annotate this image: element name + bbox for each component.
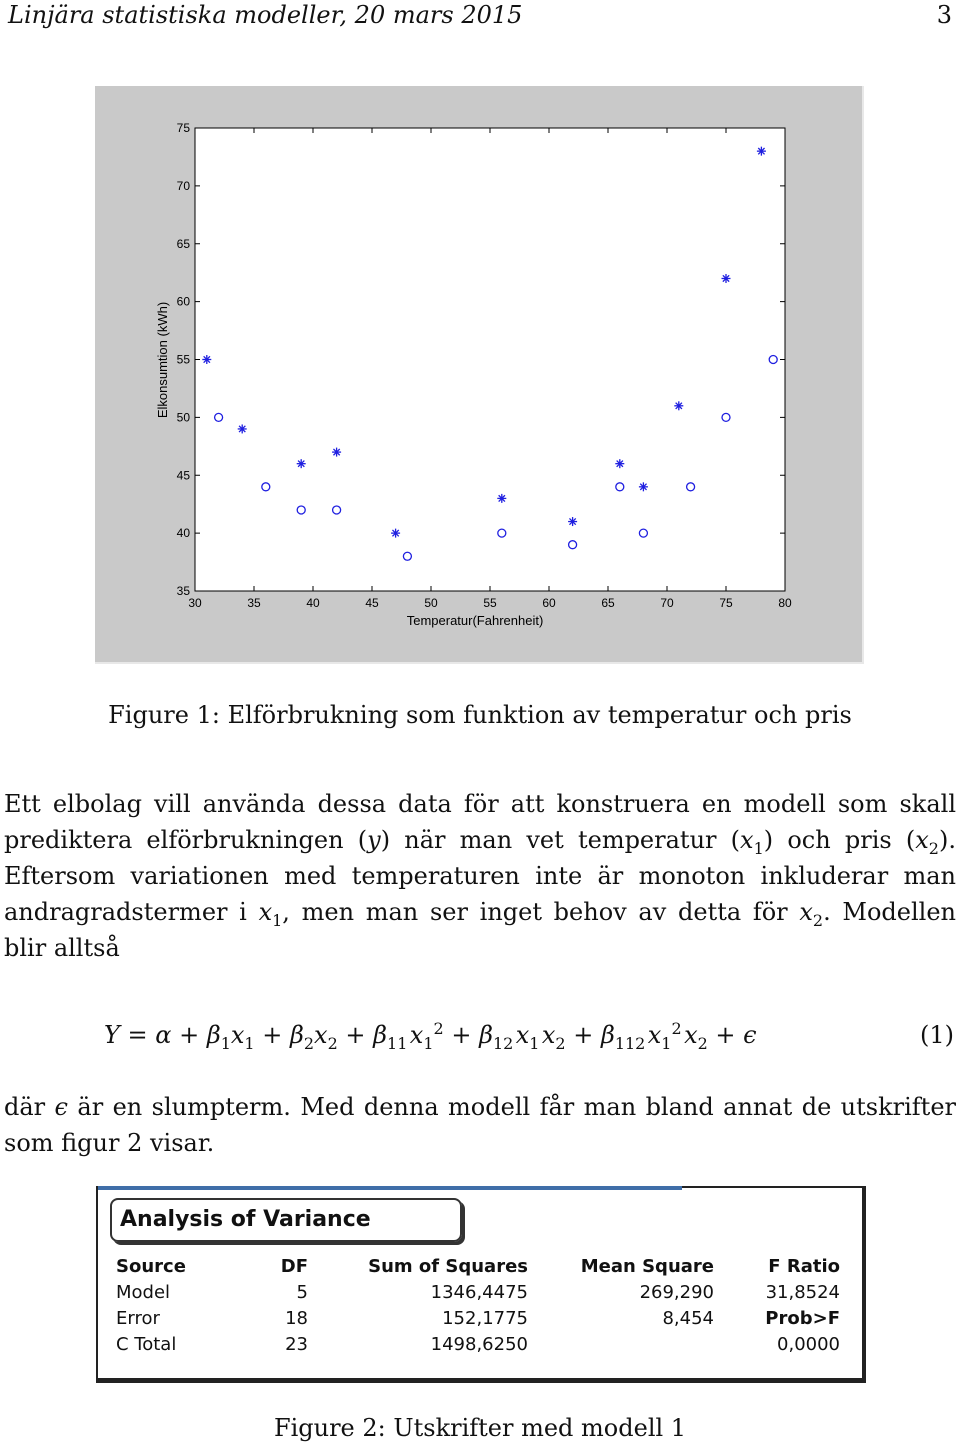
y-tick-label: 45 bbox=[176, 468, 190, 483]
table-row bbox=[116, 1306, 840, 1332]
table-cell: Prob>F bbox=[765, 1308, 840, 1329]
x-tick-label: 70 bbox=[660, 596, 674, 610]
y-tick-label: 65 bbox=[176, 236, 190, 251]
data-point-star bbox=[497, 494, 506, 503]
paragraph-2: där ϵ är en slumpterm. Med denna modell får man bland annat de utskrifter som figur 2 visar. bbox=[4, 1093, 956, 1157]
x-tick-label: 35 bbox=[247, 596, 261, 610]
x-tick-label: 65 bbox=[601, 596, 615, 610]
table-cell bbox=[528, 1332, 714, 1358]
data-point-star bbox=[297, 459, 306, 468]
table-cell: 18 bbox=[285, 1308, 308, 1329]
paragraph-1: Ett elbolag vill använda dessa data för att konstruera en modell som skall prediktera elförbrukningen (y) när man vet temperatur $(x_1)$ och pris $(x_2)$. Eftersom variationen med temperaturen inte är monoton inkluderar man andragradstermer i $x_1$, men man ser inget behov av detta för $x_2$. Modellen blir alltså bbox=[4, 790, 957, 962]
y-tick-label: 40 bbox=[176, 526, 190, 541]
col-header-mean-square: Mean Square bbox=[580, 1256, 714, 1277]
table-cell: 1498,6250 bbox=[430, 1334, 528, 1355]
figure-1-caption: Figure 1: Elförbrukning som funktion av temperatur och pris bbox=[108, 701, 852, 729]
table-cell: C Total bbox=[116, 1334, 177, 1355]
x-tick-label: 60 bbox=[542, 596, 556, 610]
data-point-star bbox=[722, 274, 731, 283]
figure-2-caption: Figure 2: Utskrifter med modell 1 bbox=[273, 1414, 687, 1442]
table-cell: 0,0000 bbox=[777, 1334, 840, 1355]
page-header bbox=[8, 0, 952, 30]
y-tick-label: 75 bbox=[176, 121, 190, 135]
page-number: 3 bbox=[936, 1, 952, 29]
table-row bbox=[116, 1332, 840, 1358]
table-cell: 5 bbox=[296, 1282, 308, 1303]
y-tick-label: 70 bbox=[176, 178, 190, 193]
window-top-line bbox=[98, 1186, 682, 1190]
y-axis-label: Elkonsumtion (kWh) bbox=[155, 301, 170, 419]
plot-area bbox=[195, 128, 785, 591]
table-cell: 269,290 bbox=[639, 1282, 714, 1303]
data-point-star bbox=[238, 424, 247, 433]
anova-header-row bbox=[116, 1254, 840, 1280]
y-tick-label: 50 bbox=[176, 410, 190, 425]
equation-number: (1) bbox=[920, 1021, 954, 1049]
table-cell: Model bbox=[116, 1282, 171, 1303]
y-tick-label: 55 bbox=[176, 352, 190, 367]
running-title: Linjära statistiska modeller, 20 mars 2015 bbox=[8, 1, 523, 29]
table-cell: 152,1775 bbox=[442, 1308, 528, 1329]
x-tick-label: 40 bbox=[306, 596, 320, 610]
table-cell: 1346,4475 bbox=[430, 1282, 528, 1303]
table-cell: 8,454 bbox=[662, 1308, 714, 1329]
x-tick-label: 55 bbox=[483, 596, 497, 610]
col-header-df: DF bbox=[280, 1256, 308, 1277]
col-header-sum-of-squares: Sum of Squares bbox=[368, 1256, 528, 1277]
scatter-chart bbox=[95, 86, 862, 662]
x-tick-label: 75 bbox=[719, 596, 733, 610]
data-point-star bbox=[202, 355, 211, 364]
table-cell: 31,8524 bbox=[765, 1282, 840, 1303]
y-tick-label: 35 bbox=[176, 584, 190, 598]
anova-title: Analysis of Variance bbox=[110, 1198, 462, 1242]
table-row bbox=[116, 1280, 840, 1306]
x-tick-label: 45 bbox=[365, 596, 379, 610]
data-point-star bbox=[332, 448, 341, 457]
col-header-f-ratio: F Ratio bbox=[768, 1256, 840, 1277]
col-header-source: Source bbox=[116, 1256, 186, 1277]
table-cell: Error bbox=[116, 1308, 160, 1329]
x-tick-label: 50 bbox=[424, 596, 438, 610]
x-axis-label: Temperatur(Fahrenheit) bbox=[406, 613, 544, 628]
anova-table-screenshot bbox=[96, 1186, 866, 1383]
x-tick-label: 80 bbox=[778, 596, 792, 610]
anova-table bbox=[116, 1254, 840, 1358]
figure-1-scatter-plot bbox=[95, 86, 864, 664]
x-tick-label: 30 bbox=[188, 596, 202, 610]
table-cell: 23 bbox=[285, 1334, 308, 1355]
y-tick-label: 60 bbox=[176, 294, 190, 309]
equation-1 bbox=[0, 1017, 960, 1053]
equation-body: $Y = \alpha + \beta_1x_1 + \beta_2x_2 + \beta_{11}$ $x_1^2 + \beta_{12}$ $x_1$ $x_2 + \beta_{112}$ $x_1^2$ $x_2 + \epsilon$ bbox=[104, 1019, 757, 1053]
